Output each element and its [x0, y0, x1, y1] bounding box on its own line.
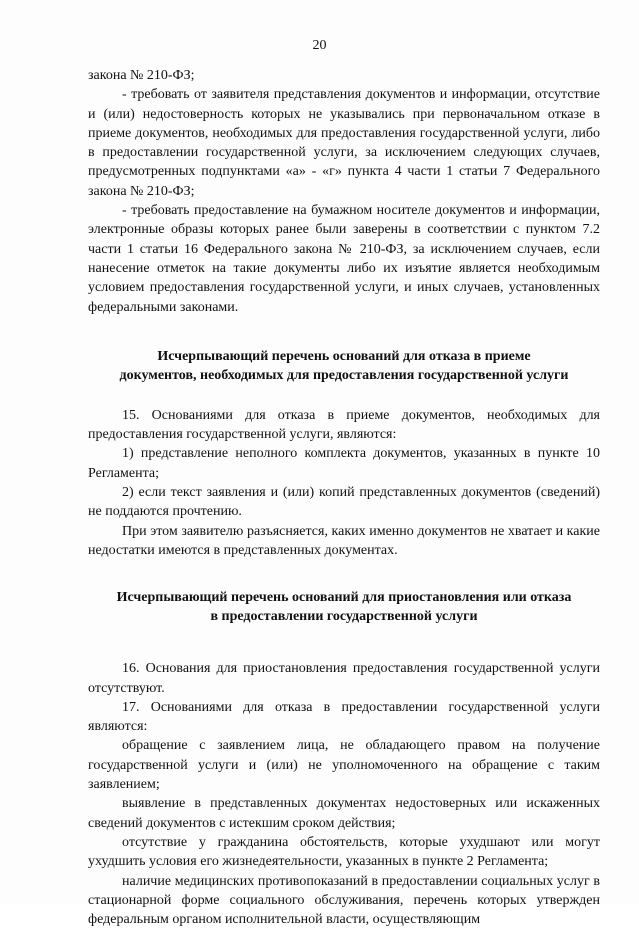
paragraph: отсутствие у гражданина обстоятельств, которые ухудшают или могут ухудшить условия его жизнедеятельности, указанных в пункте 2 Регламента; [88, 833, 600, 872]
paragraph: выявление в представленных документах недостоверных или искаженных сведений документов с истекшим сроком действия; [88, 794, 600, 833]
paragraph: 1) представление неполного комплекта документов, указанных в пункте 10 Регламента; [88, 444, 600, 483]
suspension-refusal-section [88, 659, 600, 929]
paragraph: закона № 210-ФЗ; [88, 66, 600, 85]
paragraph: - требовать предоставление на бумажном носителе документов и информации, электронные образы которых ранее были заверены в соответствии с пунктом 7.2 части 1 статьи 16 Федерального закона № 210-ФЗ, за исключением случаев, если нанесение отметок на такие документы либо их изъятие является необходимым условием предоставления государственной услуги, и иных случаев, установленных федеральными законами. [88, 201, 600, 317]
heading-line: Исчерпывающий перечень оснований для приостановления или отказа [88, 588, 600, 607]
refusal-acceptance-section [88, 406, 600, 560]
heading-line: документов, необходимых для предоставления государственной услуги [88, 366, 600, 385]
paragraph: 2) если текст заявления и (или) копий представленных документов (сведений) не поддаются прочтению. [88, 483, 600, 522]
document-body [88, 66, 600, 929]
paragraph: обращение с заявлением лица, не обладающего правом на получение государственной услуги и (или) не уполномоченного на обращение с таким заявлением; [88, 736, 600, 794]
section-heading-refusal-acceptance [88, 347, 600, 385]
paragraph: При этом заявителю разъясняется, каких именно документов не хватает и какие недостатки имеются в представленных документах. [88, 522, 600, 561]
paragraph: 17. Основаниями для отказа в предоставлении государственной услуги являются: [88, 698, 600, 737]
prohibitions-section [88, 66, 600, 317]
paragraph: 15. Основаниями для отказа в приеме документов, необходимых для предоставления государственной услуги, являются: [88, 406, 600, 445]
page-number: 20 [0, 38, 639, 54]
paragraph: 16. Основания для приостановления предоставления государственной услуги отсутствуют. [88, 659, 600, 698]
paragraph: - требовать от заявителя представления документов и информации, отсутствие и (или) недостоверность которых не указывались при первоначальном отказе в приеме документов, необходимых для предоставления государственной услуги, либо в предоставлении государственной услуги, за исключением следующих случаев, предусмотренных подпунктами «а» - «г» пункта 4 части 1 статьи 7 Федерального закона № 210-ФЗ; [88, 85, 600, 201]
paragraph: наличие медицинских противопоказаний в предоставлении социальных услуг в стационарной форме социального обслуживания, перечень которых утвержден федеральным органом исполнительной власти, осуществляющим [88, 872, 600, 929]
section-heading-suspension-refusal [88, 588, 600, 626]
heading-line: Исчерпывающий перечень оснований для отказа в приеме [88, 347, 600, 366]
heading-line: в предоставлении государственной услуги [88, 607, 600, 626]
